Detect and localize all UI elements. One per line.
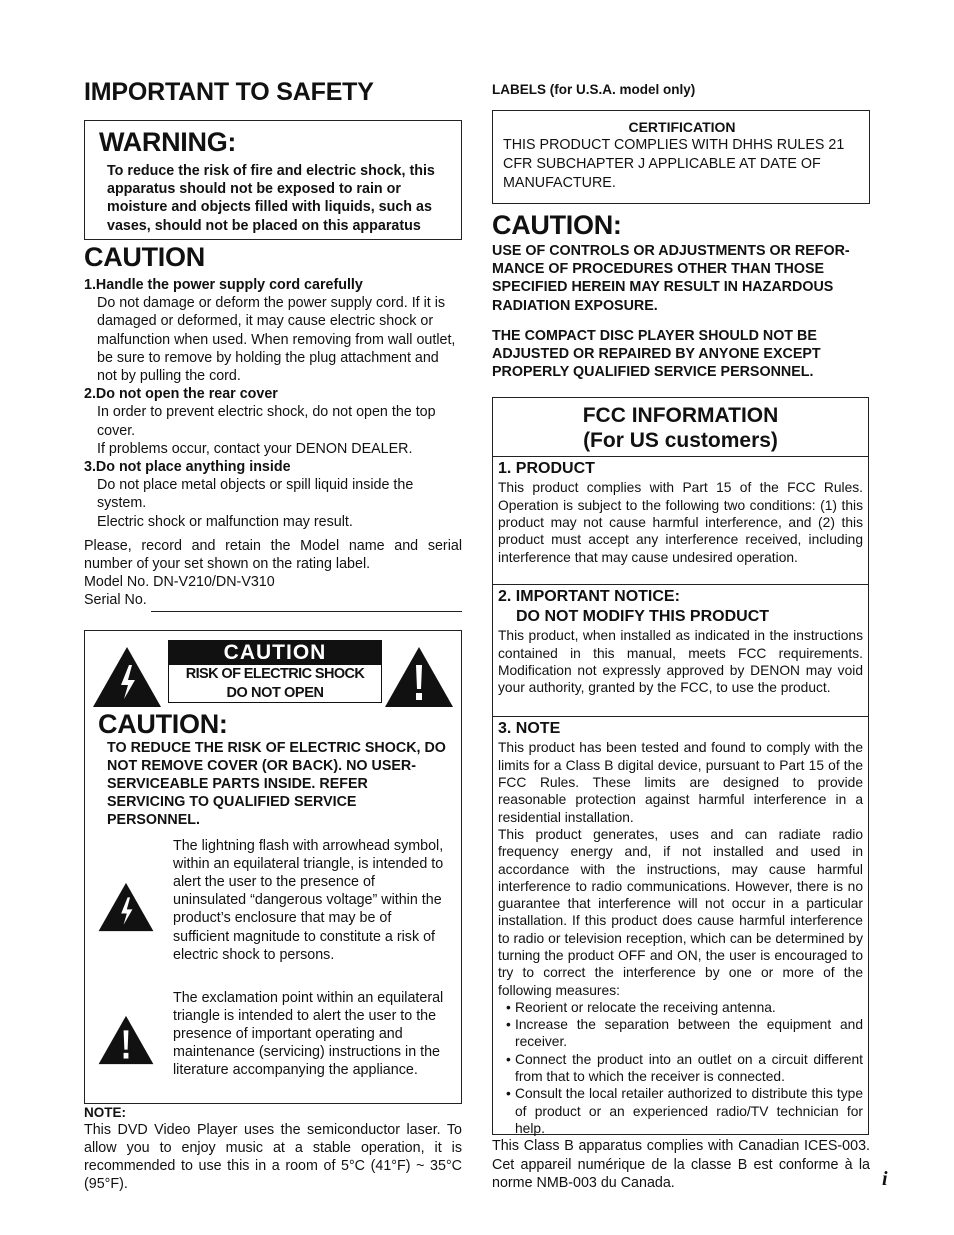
fcc-section-heading: 1. PRODUCT	[498, 460, 595, 478]
page-title: IMPORTANT TO SAFETY	[84, 78, 374, 106]
fcc-title-line2: (For US customers)	[583, 429, 778, 453]
caution-item-2	[84, 385, 462, 458]
laser-caution-para2: THE COMPACT DISC PLAYER SHOULD NOT BE ADJUSTED OR REPAIRED BY ANYONE EXCEPT PROPERLY QUALIFIED SERVICE PERSONNEL.	[492, 327, 821, 381]
list-item: • Consult the local retailer authorized to distribute this type of product or an experienced radio/TV technician for help.	[506, 1086, 863, 1136]
note-text: This DVD Video Player uses the semiconductor laser. To allow you to enjoy music at a stable operation, it is recommended to use this in a room of 5°C (41°F) ~ 35°C (95°F).	[84, 1121, 462, 1193]
fcc-section-text: This product complies with Part 15 of the FCC Rules. Operation is subject to the following two conditions: (1) this product may not cause harmful interference, and (2) this product must accept any interference received, including interference that may cause undesired operation.	[498, 480, 863, 565]
fcc-section-text: This product has been tested and found to comply with the limits for a Class B digital device, pursuant to Part 15 of the FCC Rules. These limits are designed to provide reasonable protection against harmful interference in a residential installation.	[498, 740, 863, 825]
certification-heading: CERTIFICATION	[628, 119, 736, 135]
right-column	[492, 78, 870, 1192]
caution-item-body: If problems occur, contact your DENON DEALER.	[97, 440, 413, 457]
lightning-triangle-icon	[97, 881, 155, 933]
fcc-bullet-list	[498, 999, 863, 1137]
left-column	[84, 78, 462, 1193]
caution-label-title: CAUTION	[169, 641, 381, 665]
certification-box	[492, 110, 870, 204]
caution-item-head: 1.Handle the power supply cord carefully	[84, 277, 363, 293]
lightning-triangle-icon	[91, 645, 163, 709]
shock-caution-text: TO REDUCE THE RISK OF ELECTRIC SHOCK, DO NOT REMOVE COVER (OR BACK). NO USER-SERVICEABLE PARTS INSIDE. REFER SERVICING TO QUALIFIED SERVICE PERSONNEL.	[107, 739, 446, 829]
list-item: • Increase the separation between the equipment and receiver.	[506, 1017, 863, 1050]
caution-item-body: In order to prevent electric shock, do not open the top cover.	[97, 404, 436, 439]
list-item: • Reorient or relocate the receiving antenna.	[506, 999, 776, 1015]
bullet-icon: •	[506, 1086, 511, 1102]
caution-item-1	[84, 276, 462, 385]
exclamation-triangle-icon	[97, 1014, 155, 1066]
shock-caution-box	[84, 630, 462, 1104]
shock-caution-heading: CAUTION:	[98, 708, 228, 739]
caution-item-body: Electric shock or malfunction may result.	[97, 513, 353, 530]
caution-label-line2: DO NOT OPEN	[226, 684, 324, 701]
warning-heading: WARNING:	[99, 127, 237, 157]
warning-box	[84, 120, 462, 240]
lightning-description: The lightning flash with arrowhead symbol, within an equilateral triangle, is intended to alert the user to the presence of uninsulated “dangerous voltage” within the product’s enclosure that may be of sufficient magnitude to constitute a risk of electric shock to persons.	[173, 837, 444, 963]
laser-caution-para1: USE OF CONTROLS OR ADJUSTMENTS OR REFOR-MANCE OF PROCEDURES OTHER THAN THOSE SPECIFIED HEREIN MAY RESULT IN HAZARDOUS RADIATION EXPOSURE.	[492, 243, 850, 314]
fcc-section-note	[493, 717, 868, 1137]
bullet-icon: •	[506, 999, 511, 1015]
exclamation-triangle-icon	[383, 645, 455, 709]
list-item: • Connect the product into an outlet on a circuit different from that to which the receiver is connected.	[506, 1051, 863, 1085]
fcc-section-text: This product generates, uses and can radiate radio frequency energy and, if not installed and used in accordance with the instructions, may cause harmful interference to radio communications. However, there is no guarantee that interference will not occur in a particular installation. If this product does cause harmful interference to radio or television reception, which can be determined by turning the product OFF and ON, the user is encouraged to try to correct the interference by one or more of the following measures:	[498, 826, 863, 998]
serial-line	[84, 591, 462, 609]
fcc-section-heading: 3. NOTE	[498, 720, 561, 738]
certification-text: THIS PRODUCT COMPLIES WITH DHHS RULES 21 CFR SUBCHAPTER J APPLICABLE AT DATE OF MANUFACTURE.	[503, 137, 845, 191]
fcc-section-heading: 2. IMPORTANT NOTICE:	[498, 588, 680, 606]
warning-text: To reduce the risk of fire and electric shock, this apparatus should not be exposed to rain or moisture and objects filled with liquids, such as vases, should not be placed on this apparatus	[107, 163, 435, 234]
caution-item-body: Do not place metal objects or spill liquid inside the system.	[97, 477, 414, 512]
canada-notice: This Class B apparatus complies with Canadian ICES-003. Cet appareil numérique de la classe B est conforme à la norme NMB-003 du Canada.	[492, 1138, 870, 1191]
bullet-icon: •	[506, 1051, 511, 1067]
fcc-title	[493, 398, 868, 457]
labels-title: LABELS (for U.S.A. model only)	[492, 82, 696, 97]
caution-item-head: 2.Do not open the rear cover	[84, 386, 278, 403]
fcc-section-subheading: DO NOT MODIFY THIS PRODUCT	[516, 608, 770, 626]
page-number: i	[882, 1168, 888, 1190]
caution-item-3	[84, 458, 462, 531]
fcc-section-notice	[493, 585, 868, 717]
serial-underline	[151, 611, 462, 612]
caution-heading: CAUTION	[84, 242, 205, 272]
record-text: Please, record and retain the Model name and serial number of your set shown on the rating label.	[84, 537, 462, 573]
note-heading: NOTE:	[84, 1104, 126, 1120]
caution-label-line1: RISK OF ELECTRIC SHOCK	[185, 665, 365, 682]
caution-item-body: Do not damage or deform the power supply cord. If it is damaged or deformed, it may cause electric shock or malfunction when used. When removing from wall outlet, be sure to remove by holding the plug attachment and not by pulling the cord.	[97, 295, 456, 385]
bullet-icon: •	[506, 1017, 511, 1033]
exclamation-description: The exclamation point within an equilateral triangle is intended to alert the user to the presence of important operating and maintenance (servicing) instructions in the literature accompanying the appliance.	[173, 989, 444, 1079]
model-number: Model No. DN-V210/DN-V310	[84, 574, 275, 591]
fcc-section-product	[493, 457, 868, 585]
laser-caution-heading: CAUTION:	[492, 210, 622, 240]
fcc-box	[492, 397, 869, 1135]
fcc-title-line1: FCC INFORMATION	[582, 404, 779, 428]
caution-item-head: 3.Do not place anything inside	[84, 459, 291, 476]
fcc-section-text: This product, when installed as indicated in the instructions contained in this manual, meets FCC requirements. Modification not expressly approved by DENON may void your authority, granted by the FCC, to use the product.	[498, 628, 863, 696]
caution-label	[168, 640, 382, 703]
serial-label: Serial No.	[84, 592, 147, 609]
